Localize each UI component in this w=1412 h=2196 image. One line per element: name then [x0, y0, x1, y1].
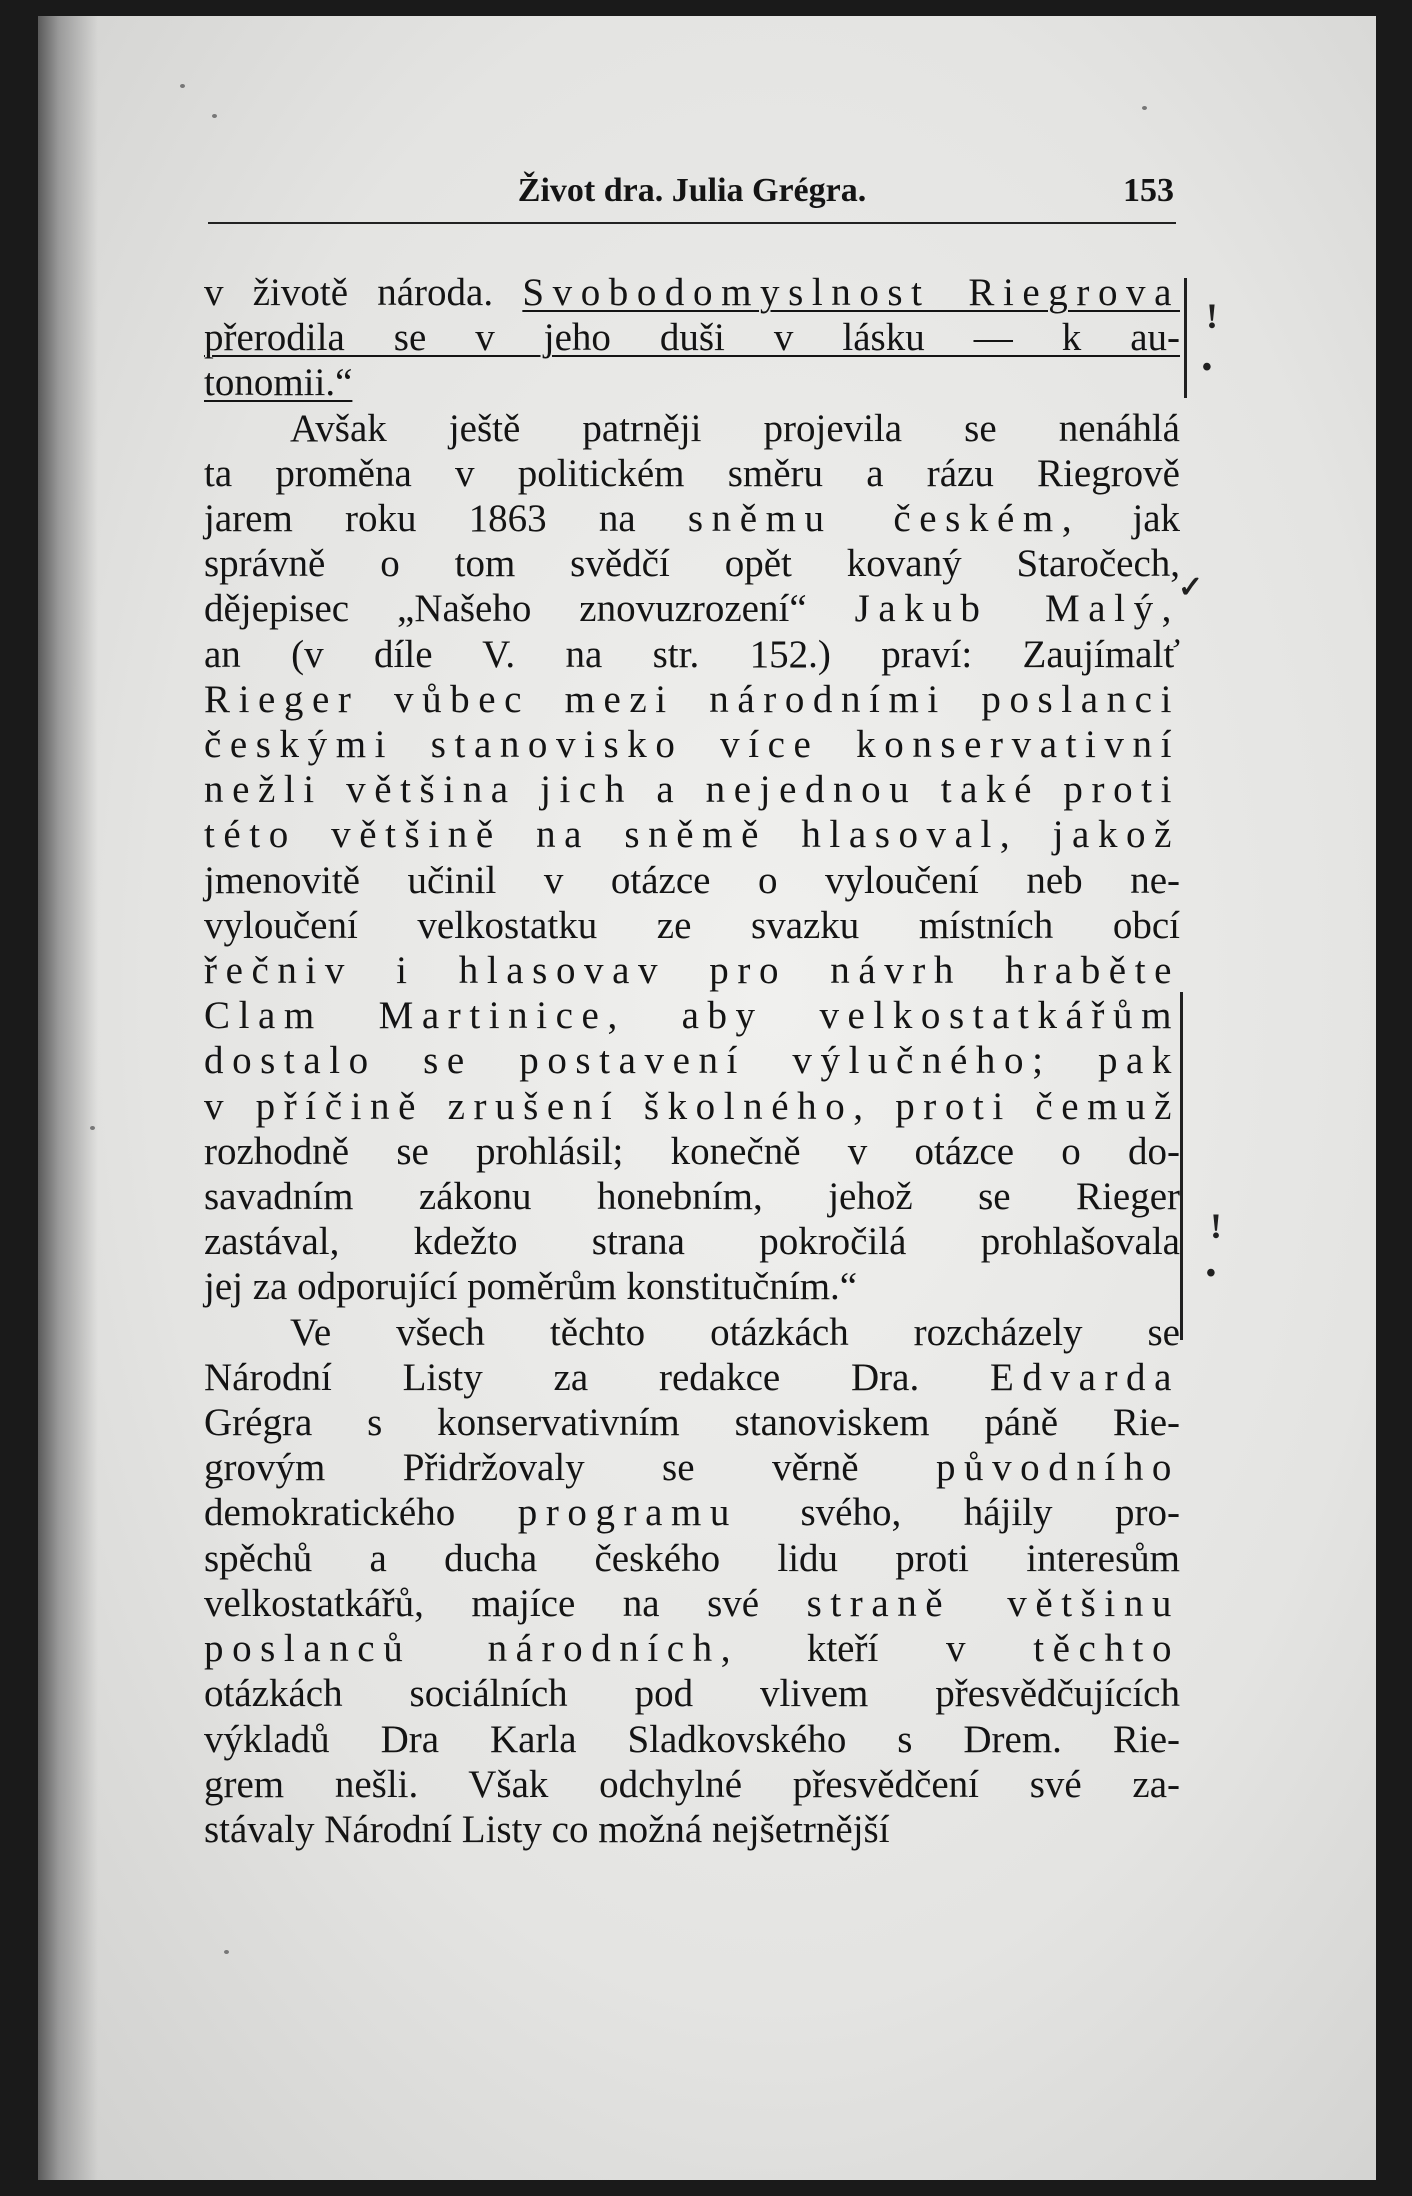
text-line: českými stanovisko více konservativní — [204, 723, 1180, 767]
scanned-page — [38, 16, 1376, 2180]
text-line: Grégra s konservativním stanoviskem páně Rie- — [204, 1401, 1180, 1445]
binding-shadow — [38, 16, 98, 2180]
text-line: zastával, kdežto strana pokročilá prohlašovala — [204, 1220, 1180, 1264]
text-line: spěchů a ducha českého lidu proti interesům — [204, 1536, 1180, 1580]
text-line: Národní Listy za redakce Dra. Edvarda — [204, 1355, 1180, 1399]
text-line: grem nešli. Však odchylné přesvědčení své za- — [204, 1762, 1180, 1806]
text-line: grovým Přidržovaly se věrně původního — [204, 1446, 1180, 1490]
paper-speck — [212, 114, 217, 118]
text-line: stávaly Národní Listy co možná nejšetrnější — [204, 1807, 890, 1851]
running-title: Život dra. Julia Grégra. — [517, 172, 867, 209]
body-text — [204, 270, 1180, 1852]
text-line: ta proměna v politickém směru a rázu Riegrově — [204, 451, 1180, 495]
text-line: otázkách sociálních pod vlivem přesvědčujících — [204, 1672, 1180, 1716]
text-line: správně o tom svědčí opět kovaný Staročech, — [204, 542, 1180, 586]
text-line: výkladů Dra Karla Sladkovského s Drem. Rie- — [204, 1717, 1180, 1761]
text-line: jarem roku 1863 na sněmu českém, jak — [204, 497, 1181, 541]
text-line: demokratického programu svého, hájily pro- — [204, 1491, 1181, 1535]
paper-speck — [1142, 106, 1147, 110]
text-line: této většině na sněmě hlasoval, jakož — [204, 813, 1180, 857]
checkmark-icon: ✓ — [1178, 571, 1204, 604]
paragraph-start: Ve všech těchto otázkách rozcházely se — [290, 1310, 1180, 1354]
text-line: Rieger vůbec mezi národními poslanci — [204, 677, 1180, 721]
text-line: dostalo se postavení výlučného; pak — [204, 1039, 1180, 1083]
text-line: v příčině zrušení školného, proti čemuž — [204, 1084, 1180, 1128]
text-line: nežli většina jich a nejednou také proti — [204, 768, 1180, 812]
text-line: poslanců národních, kteří v těchto — [204, 1627, 1181, 1671]
text-line: jmenovitě učinil v otázce o vyloučení neb ne- — [204, 858, 1180, 902]
paragraph-start: Avšak ještě patrněji projevila se nenáhlá — [290, 406, 1180, 450]
text-line: an (v díle V. na str. 152.) praví: Zaujímalť — [204, 632, 1180, 676]
text-line: přerodila se v jeho duši v lásku — k au- — [204, 316, 1180, 360]
running-head — [208, 166, 1176, 224]
dot-mark-icon: • — [1206, 1258, 1216, 1289]
text-line: v životě národa. Svobodomyslnost Riegrova — [204, 271, 1180, 314]
paper-speck — [180, 84, 185, 88]
paper-speck — [90, 1126, 95, 1130]
text-line: vyloučení velkostatku ze svazku místních obcí — [204, 903, 1180, 947]
dot-mark-icon: • — [1202, 352, 1212, 383]
exclamation-mark-icon: ! — [1210, 1206, 1222, 1246]
margin-bracket-upper — [1184, 278, 1187, 398]
exclamation-mark-icon: ! — [1206, 296, 1218, 336]
text-line: velkostatkářů, majíce na své straně většinu — [204, 1581, 1180, 1625]
text-line: dějepisec „Našeho znovuzrození“ Jakub Malý, — [204, 587, 1180, 631]
text-line: jej za odporující poměrům konstitučním.“ — [204, 1265, 858, 1309]
text-line: tonomii.“ — [204, 361, 353, 405]
text-line: savadním zákonu honebním, jehož se Rieger — [204, 1175, 1180, 1219]
paper-speck — [224, 1950, 229, 1954]
text-line: Clam Martinice, aby velkostatkářům — [204, 994, 1180, 1038]
page-number: 153 — [1123, 172, 1174, 209]
margin-bracket-lower — [1180, 992, 1183, 1340]
text-line: řečniv i hlasovav pro návrh hraběte — [204, 949, 1180, 993]
text-line: rozhodně se prohlásil; konečně v otázce o do- — [204, 1129, 1180, 1173]
